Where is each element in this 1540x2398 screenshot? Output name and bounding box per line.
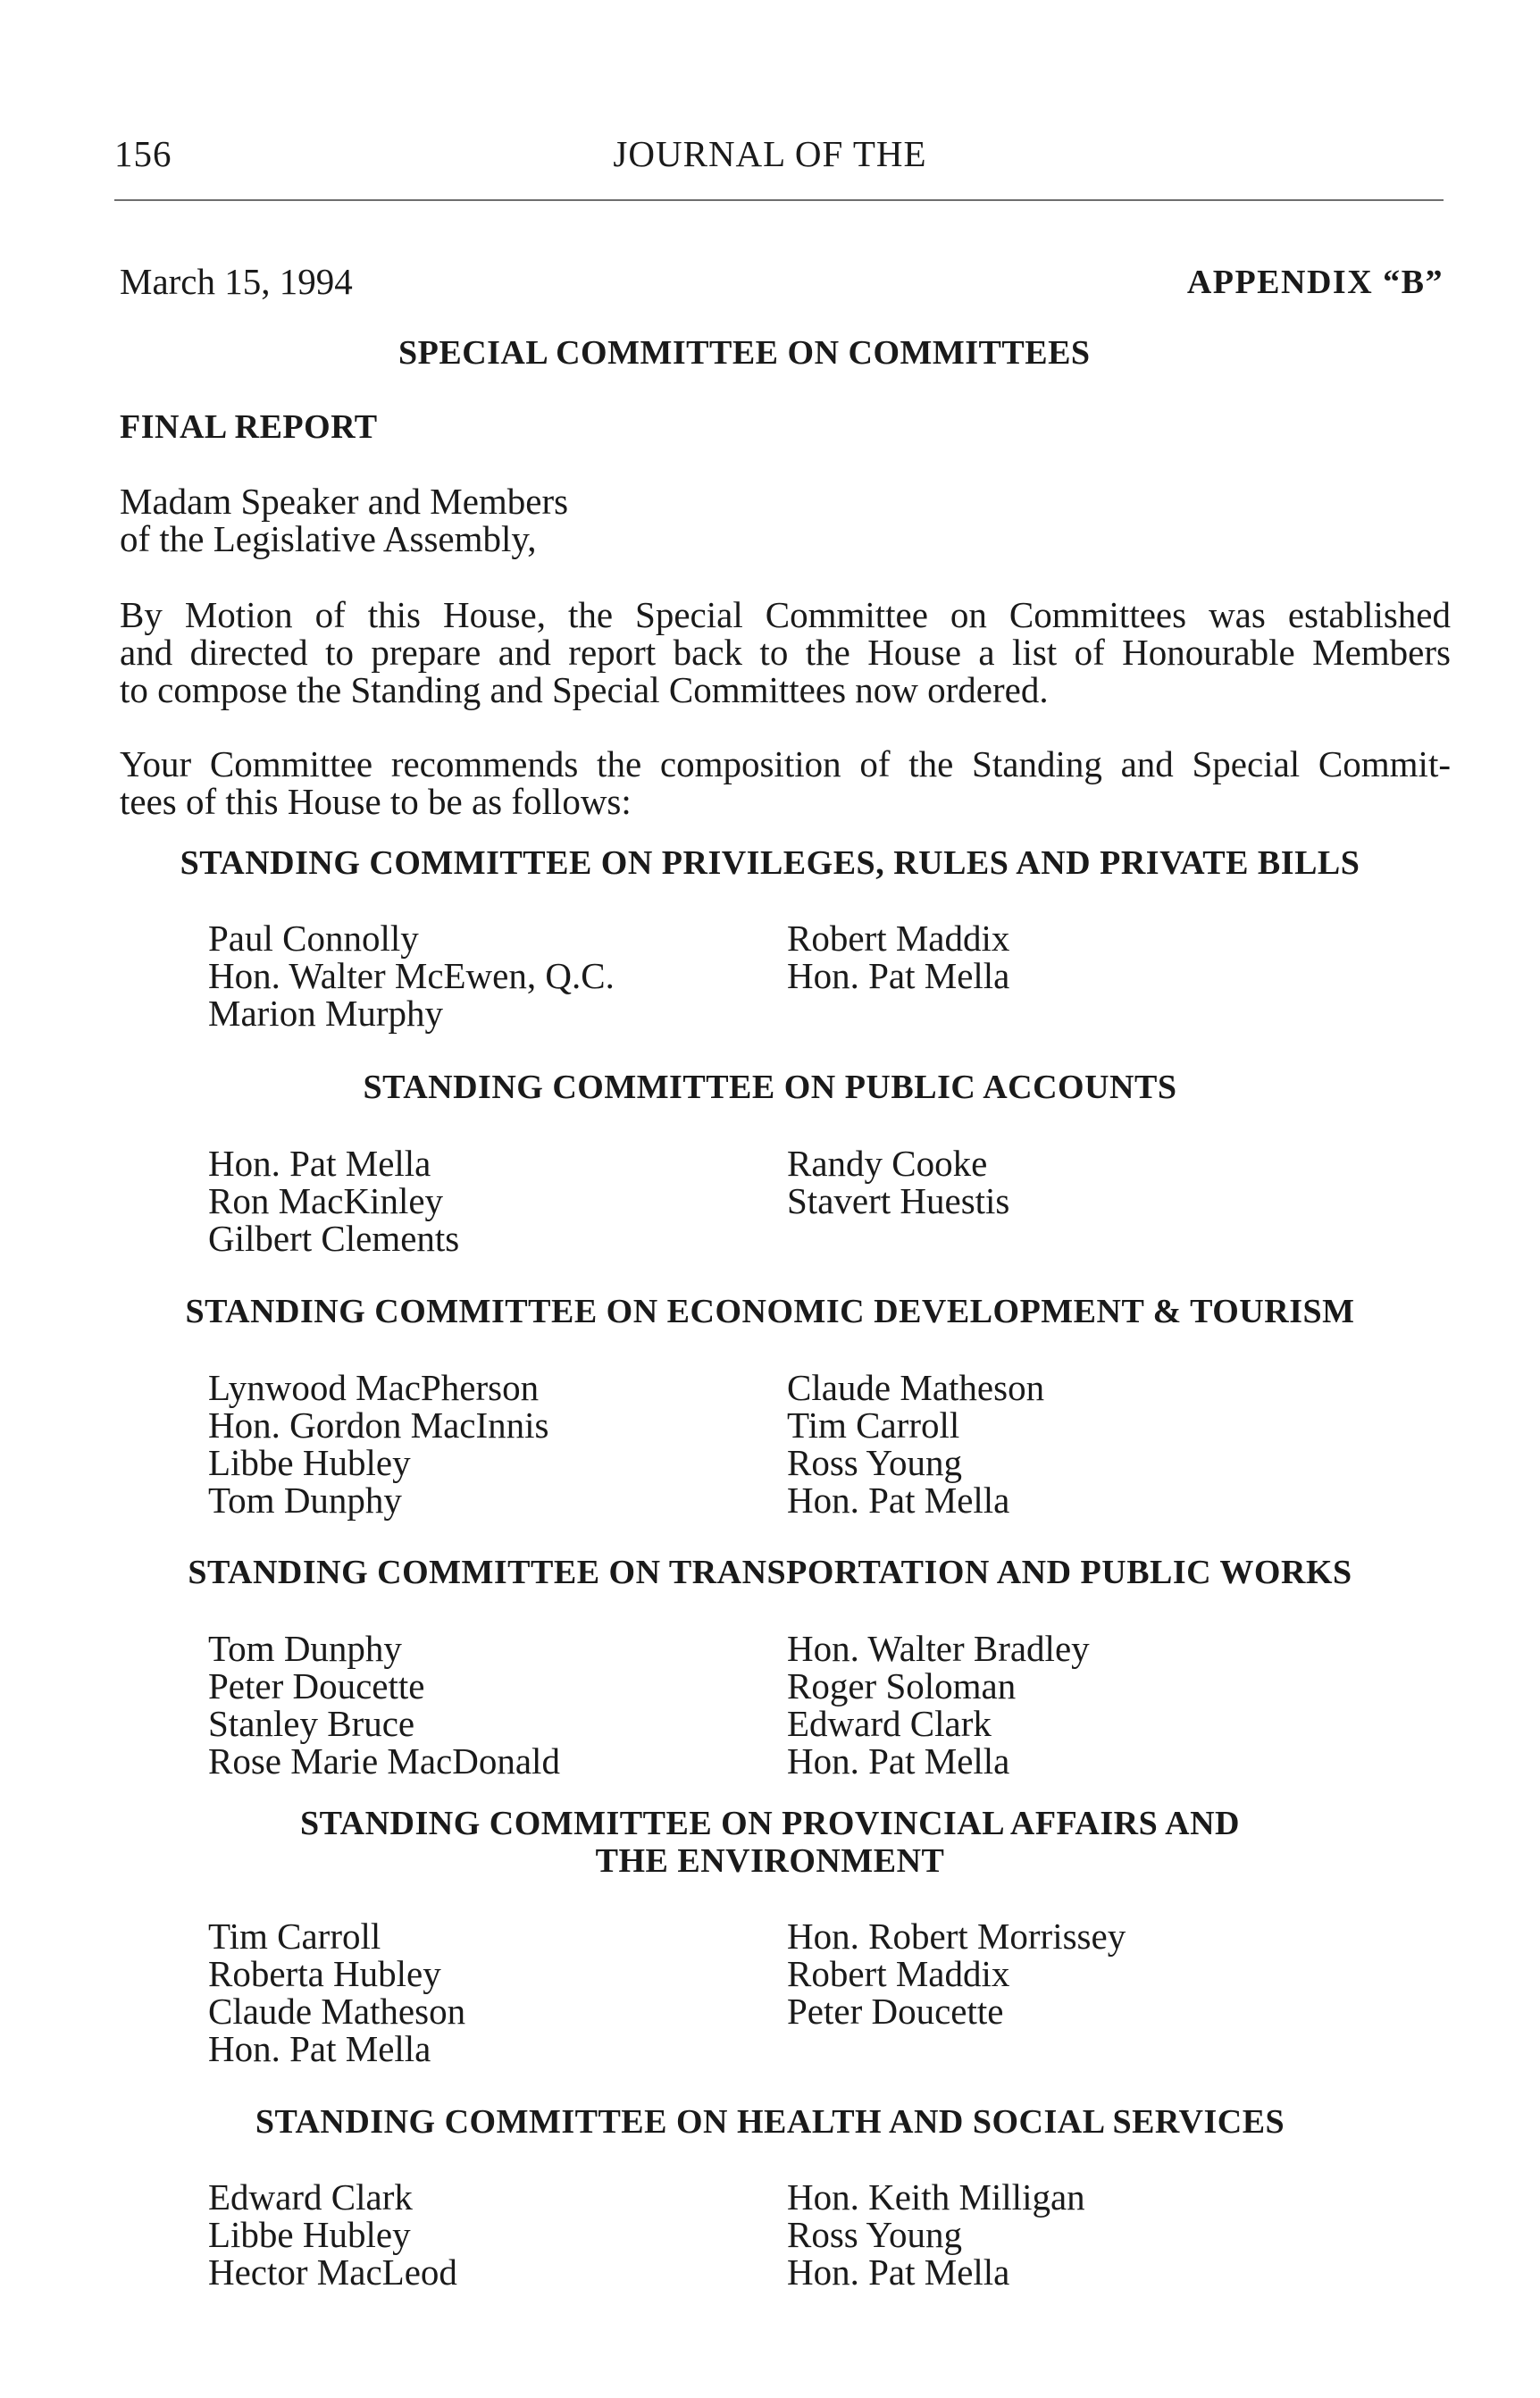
committee-heading: STANDING COMMITTEE ON PUBLIC ACCOUNTS [363,1069,1177,1106]
member-name: Hon. Robert Morrissey [787,1916,1126,1957]
member-name: Libbe Hubley [208,2214,411,2255]
member-name: Lynwood MacPherson [208,1367,540,1408]
paragraph-2-line-1: Your Committee recommends the composition of the Standing and Special Commit- [120,743,1451,784]
member-name: Tom Dunphy [208,1628,402,1669]
member-name: Edward Clark [208,2176,413,2218]
paragraph-1-line-3: to compose the Standing and Special Committees now ordered. [120,669,1049,710]
committee-title: SPECIAL COMMITTEE ON COMMITTEES [398,334,1091,372]
report-date: March 15, 1994 [120,261,353,302]
paragraph-1-line-2: and directed to prepare and report back to the House a list of Honourable Members [120,632,1451,673]
paragraph-2-line-2: tees of this House to be as follows: [120,781,632,822]
committee-heading: STANDING COMMITTEE ON PRIVILEGES, RULES AND PRIVATE BILLS [180,844,1360,882]
member-name: Marion Murphy [208,993,444,1034]
member-name: Claude Matheson [787,1367,1045,1408]
member-name: Tom Dunphy [208,1480,402,1521]
member-name: Claude Matheson [208,1991,466,2032]
member-name: Ross Young [787,1442,962,1483]
paragraph-1-line-1: By Motion of this House, the Special Committee on Committees was established [120,594,1451,635]
member-name: Hon. Walter McEwen, Q.C. [208,955,615,996]
member-name: Hon. Gordon MacInnis [208,1404,549,1446]
member-name: Libbe Hubley [208,1442,411,1483]
member-name: Hon. Pat Mella [208,1143,431,1184]
member-name: Stanley Bruce [208,1703,415,1744]
member-name: Peter Doucette [208,1665,425,1706]
member-name: Hon. Pat Mella [787,1740,1010,1782]
salutation-line-2: of the Legislative Assembly, [120,518,537,559]
salutation-line-1: Madam Speaker and Members [120,481,569,522]
member-name: Rose Marie MacDonald [208,1740,560,1782]
member-name: Tim Carroll [787,1404,960,1446]
committee-heading: STANDING COMMITTEE ON PROVINCIAL AFFAIRS AND [300,1805,1240,1842]
member-name: Ross Young [787,2214,962,2255]
member-name: Hon. Walter Bradley [787,1628,1090,1669]
member-name: Stavert Huestis [787,1180,1010,1221]
page-number: 156 [114,133,172,174]
member-name: Hon. Keith Milligan [787,2176,1085,2218]
committee-heading: STANDING COMMITTEE ON HEALTH AND SOCIAL SERVICES [255,2103,1285,2141]
running-title: JOURNAL OF THE [613,133,927,174]
member-name: Hector MacLeod [208,2251,457,2293]
member-name: Robert Maddix [787,918,1010,959]
member-name: Roger Soloman [787,1665,1017,1706]
committee-heading: STANDING COMMITTEE ON ECONOMIC DEVELOPMENT & TOURISM [185,1293,1355,1330]
member-name: Hon. Pat Mella [787,955,1010,996]
committee-heading-line-2: THE ENVIRONMENT [595,1842,945,1880]
member-name: Paul Connolly [208,918,419,959]
member-name: Roberta Hubley [208,1953,441,1994]
member-name: Gilbert Clements [208,1218,460,1259]
appendix-label: APPENDIX “B” [1186,264,1444,301]
committee-heading: STANDING COMMITTEE ON TRANSPORTATION AND PUBLIC WORKS [188,1554,1352,1591]
member-name: Robert Maddix [787,1953,1010,1994]
member-name: Randy Cooke [787,1143,988,1184]
member-name: Edward Clark [787,1703,992,1744]
header-rule [114,199,1444,201]
member-name: Hon. Pat Mella [787,2251,1010,2293]
member-name: Hon. Pat Mella [787,1480,1010,1521]
member-name: Ron MacKinley [208,1180,444,1221]
member-name: Tim Carroll [208,1916,381,1957]
member-name: Peter Doucette [787,1991,1004,2032]
report-title: FINAL REPORT [120,408,378,446]
member-name: Hon. Pat Mella [208,2028,431,2069]
